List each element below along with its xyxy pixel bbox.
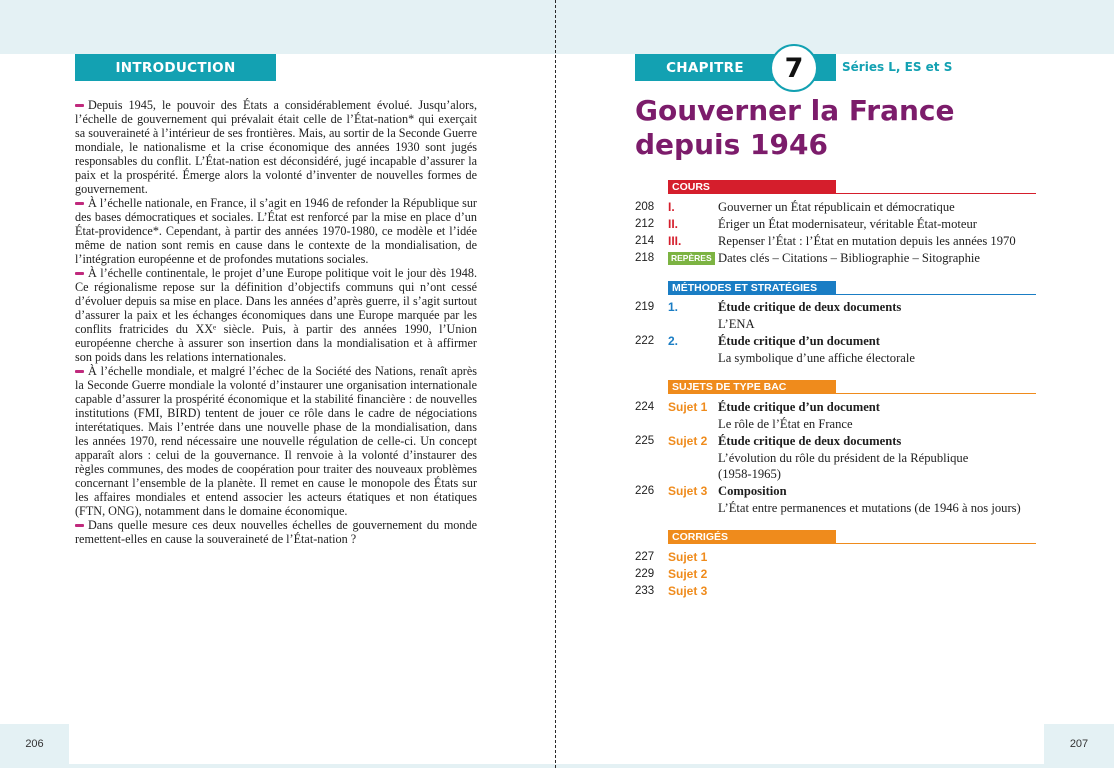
section-corriges-rule bbox=[668, 543, 1036, 544]
toc-page: 229 bbox=[635, 568, 655, 580]
toc-number: Sujet 2 bbox=[668, 567, 708, 581]
toc-number: 2. bbox=[668, 334, 679, 348]
toc-page: 222 bbox=[635, 335, 655, 347]
toc-page: 212 bbox=[635, 218, 655, 230]
top-band bbox=[0, 0, 1114, 54]
introduction-label: INTRODUCTION bbox=[75, 54, 276, 81]
toc-row[interactable] bbox=[635, 583, 1045, 600]
toc-subtitle-row bbox=[635, 466, 1045, 483]
toc-title: Composition bbox=[718, 484, 787, 498]
toc-page: 225 bbox=[635, 435, 655, 447]
intro-paragraph-3: À l’échelle continentale, le projet d’une Europe politique voit le jour dès 1948. Ce régionalisme repose sur la définition d’objectifs communs qui n’ont cessé d’évoluer depuis sa mise en place. Dans les années d’après guerre, il s’agit surtout d’assurer la paix et les échanges économiques dans une Europe marquée par les conflits fratricides du XXᵉ siècle. Puis, à partir des années 1990, l’Union européenne cherche à assurer son insertion dans la mondialisation et à affirmer son poids dans les relations internationales. bbox=[75, 266, 477, 364]
toc-title: Repenser l’État : l’État en mutation depuis les années 1970 bbox=[718, 234, 1016, 248]
toc-page: 214 bbox=[635, 235, 655, 247]
chapter-title bbox=[635, 94, 1055, 162]
toc-number: I. bbox=[668, 200, 675, 214]
section-sujets-rule bbox=[668, 393, 1036, 394]
section-corriges-header: CORRIGÉS bbox=[668, 530, 836, 544]
toc-subtitle-row bbox=[635, 416, 1045, 433]
toc-row[interactable] bbox=[635, 250, 1045, 267]
section-cours-header: COURS bbox=[668, 180, 836, 194]
toc-subtitle: L’ENA bbox=[718, 317, 755, 331]
toc-number: Sujet 1 bbox=[668, 400, 708, 414]
toc-number: Sujet 3 bbox=[668, 484, 708, 498]
section-methodes-header: MÉTHODES ET STRATÉGIES bbox=[668, 281, 836, 295]
toc-subtitle-row bbox=[635, 316, 1045, 333]
toc-subtitle: La symbolique d’une affiche électorale bbox=[718, 351, 915, 365]
toc-row[interactable] bbox=[635, 199, 1045, 216]
toc-title: Étude critique de deux documents bbox=[718, 300, 902, 314]
left-page-number: 206 bbox=[0, 724, 69, 764]
page-fold-divider bbox=[555, 0, 556, 768]
bullet-icon bbox=[75, 272, 84, 275]
toc-page: 219 bbox=[635, 301, 655, 313]
chapter-title-line-1: Gouverner la France bbox=[635, 94, 955, 127]
toc-page: 224 bbox=[635, 401, 655, 413]
right-page-number: 207 bbox=[1044, 724, 1114, 764]
toc-row[interactable] bbox=[635, 216, 1045, 233]
bullet-icon bbox=[75, 524, 84, 527]
toc-row[interactable] bbox=[635, 399, 1045, 416]
chapter-series: Séries L, ES et S bbox=[842, 60, 953, 74]
toc-title: Étude critique de deux documents bbox=[718, 434, 902, 448]
toc-row[interactable] bbox=[635, 299, 1045, 316]
bottom-band bbox=[0, 764, 1114, 768]
toc-number: III. bbox=[668, 234, 682, 248]
reperes-badge: REPÈRES bbox=[668, 252, 715, 265]
chapter-title-line-2: depuis 1946 bbox=[635, 128, 828, 161]
toc-subtitle: Le rôle de l’État en France bbox=[718, 417, 853, 431]
intro-paragraph-4: À l’échelle mondiale, et malgré l’échec de la Société des Nations, renaît après la Seconde Guerre mondiale la volonté d’instaurer une organisation internationale capable d’assurer la prospérité économique et la stabilité financière : de nouvelles institutions (FMI, BIRD) tentent de jouer ce rôle dans le cadre de négociations interétatiques. Mais l’entrée dans une nouvelle phase de la mondialisation, dans les années 1970, rend nécessaire une nouvelle régulation de celle-ci. Un concept apparaît alors : celui de la gouvernance. Il renvoie à la volonté d’instaurer des règles communes, des modes de coopération pour traiter des nouveaux problèmes concernant l’ensemble de la planète. Il remet en cause le monopole des États sur les affaires mondiales et entend associer les acteurs étatiques et non étatiques (FTN, ONG), notamment dans le domaine économique. bbox=[75, 364, 477, 518]
toc-number: II. bbox=[668, 217, 679, 231]
toc-title: Gouverner un État républicain et démocratique bbox=[718, 200, 955, 214]
toc-row[interactable] bbox=[635, 566, 1045, 583]
bullet-icon bbox=[75, 104, 84, 107]
intro-paragraph-5: Dans quelle mesure ces deux nouvelles échelles de gouvernement du monde remettent-elles en cause la souveraineté de l’État-nation ? bbox=[75, 518, 477, 546]
toc-page: 233 bbox=[635, 585, 655, 597]
section-cours-rule bbox=[668, 193, 1036, 194]
toc-page: 227 bbox=[635, 551, 655, 563]
bullet-icon bbox=[75, 370, 84, 373]
toc-number: Sujet 1 bbox=[668, 550, 708, 564]
toc-subtitle-row bbox=[635, 350, 1045, 367]
toc-row[interactable] bbox=[635, 333, 1045, 350]
toc-number: Sujet 3 bbox=[668, 584, 708, 598]
toc-page: 226 bbox=[635, 485, 655, 497]
toc-subtitle: (1958-1965) bbox=[718, 467, 781, 481]
section-sujets-header: SUJETS DE TYPE BAC bbox=[668, 380, 836, 394]
section-methodes-rule bbox=[668, 294, 1036, 295]
toc-title: Dates clés – Citations – Bibliographie – Sitographie bbox=[718, 251, 980, 265]
toc-title: Étude critique d’un document bbox=[718, 400, 880, 414]
chapter-label: CHAPITRE bbox=[666, 59, 744, 76]
toc-page: 218 bbox=[635, 252, 655, 264]
intro-paragraph-1: Depuis 1945, le pouvoir des États a considérablement évolué. Jusqu’alors, l’échelle de gouvernement qui prévalait était celle de l’État-nation* qui exerçait sa souveraineté à l’intérieur de ses frontières. Mais, au sortir de la Seconde Guerre mondiale, le nationalisme et la crise économique des années 1930 sont jugés responsables du conflit. L’État-nation est déconsidéré, jugé incapable d’assurer la paix et la prospérité. Émerge alors la volonté d’inventer de nouvelles formes de gouvernement. bbox=[75, 98, 477, 196]
toc-row[interactable] bbox=[635, 233, 1045, 250]
introduction-text bbox=[75, 98, 477, 546]
toc-number: 1. bbox=[668, 300, 679, 314]
chapter-number: 7 bbox=[770, 44, 818, 92]
toc-page: 208 bbox=[635, 201, 655, 213]
toc-subtitle: L’État entre permanences et mutations (de 1946 à nos jours) bbox=[718, 501, 1021, 515]
toc-row[interactable] bbox=[635, 483, 1045, 500]
toc-row[interactable] bbox=[635, 549, 1045, 566]
toc-row[interactable] bbox=[635, 433, 1045, 450]
toc-subtitle: L’évolution du rôle du président de la République bbox=[718, 451, 969, 465]
toc-subtitle-row bbox=[635, 500, 1045, 517]
intro-paragraph-2: À l’échelle nationale, en France, il s’agit en 1946 de refonder la République sur des bases démocratiques et sociales. L’État est renforcé par la mise en place d’un État-providence*. Cependant, à partir des années 1970-1980, ce modèle et l’idée même de nation sont remis en cause dans le contexte de la mondialisation, de l’intégration européenne et de profondes mutations sociales. bbox=[75, 196, 477, 266]
toc-number: Sujet 2 bbox=[668, 434, 708, 448]
toc-subtitle-row bbox=[635, 450, 1045, 467]
toc-title: Ériger un État modernisateur, véritable État-moteur bbox=[718, 217, 977, 231]
bullet-icon bbox=[75, 202, 84, 205]
toc-title: Étude critique d’un document bbox=[718, 334, 880, 348]
